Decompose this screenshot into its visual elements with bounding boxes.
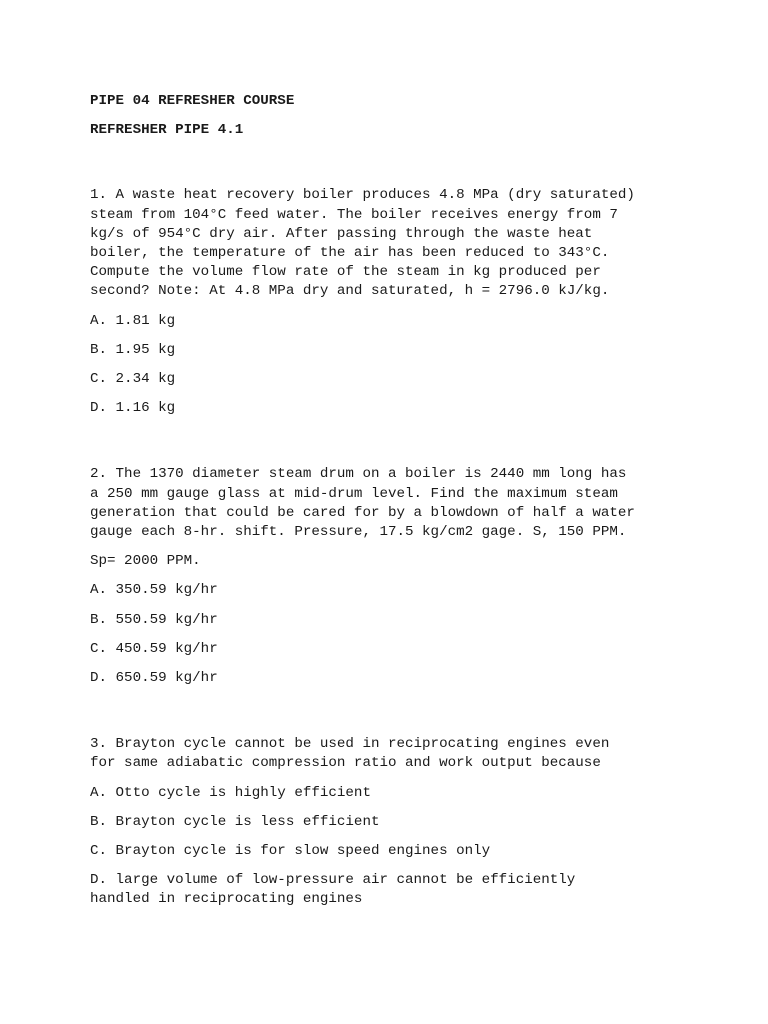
section-title: REFRESHER PIPE 4.1	[90, 122, 244, 139]
option-d: D. 1.16 kg	[90, 400, 176, 417]
option-c: C. Brayton cycle is for slow speed engines only	[90, 843, 491, 860]
question-text: 2. The 1370 diameter steam drum on a boiler is 2440 mm long has a 250 mm gauge glass at mid-drum level. Find the maximum steam generation that could be cared for by a blowdown of half a water gauge each 8-hr. shift. Pressure, 17.5 kg/cm2 gage. S, 150 PPM.	[90, 466, 635, 541]
option-b: B. Brayton cycle is less efficient	[90, 813, 380, 830]
option-b: B. 1.95 kg	[90, 341, 176, 358]
question-3	[90, 735, 730, 909]
document-page	[90, 92, 730, 957]
question-text: 3. Brayton cycle cannot be used in reciprocating engines even for same adiabatic compression ratio and work output because	[90, 736, 610, 772]
option-c: C. 2.34 kg	[90, 371, 176, 388]
option-b: B. 550.59 kg/hr	[90, 611, 218, 628]
option-c: C. 450.59 kg/hr	[90, 640, 218, 657]
option-a: A. 350.59 kg/hr	[90, 582, 218, 599]
option-d: D. 650.59 kg/hr	[90, 670, 218, 687]
option-a: A. Otto cycle is highly efficient	[90, 784, 371, 801]
question-2	[90, 465, 730, 688]
question-1	[90, 186, 730, 418]
course-title: PIPE 04 REFRESHER COURSE	[90, 93, 295, 109]
option-d: D. large volume of low-pressure air cannot be efficiently handled in reciprocating engines	[90, 872, 576, 908]
question-note: Sp= 2000 PPM.	[90, 553, 201, 570]
option-a: A. 1.81 kg	[90, 312, 176, 329]
question-text: 1. A waste heat recovery boiler produces 4.8 MPa (dry saturated) steam from 104°C feed water. The boiler receives energy from 7 kg/s of 954°C dry air. After passing through the waste heat boiler, the temperature of the air has been reduced to 343°C. Compute the volume flow rate of the steam in kg produced per second? Note: At 4.8 MPa dry and saturated, h = 2796.0 kJ/kg.	[90, 187, 635, 300]
